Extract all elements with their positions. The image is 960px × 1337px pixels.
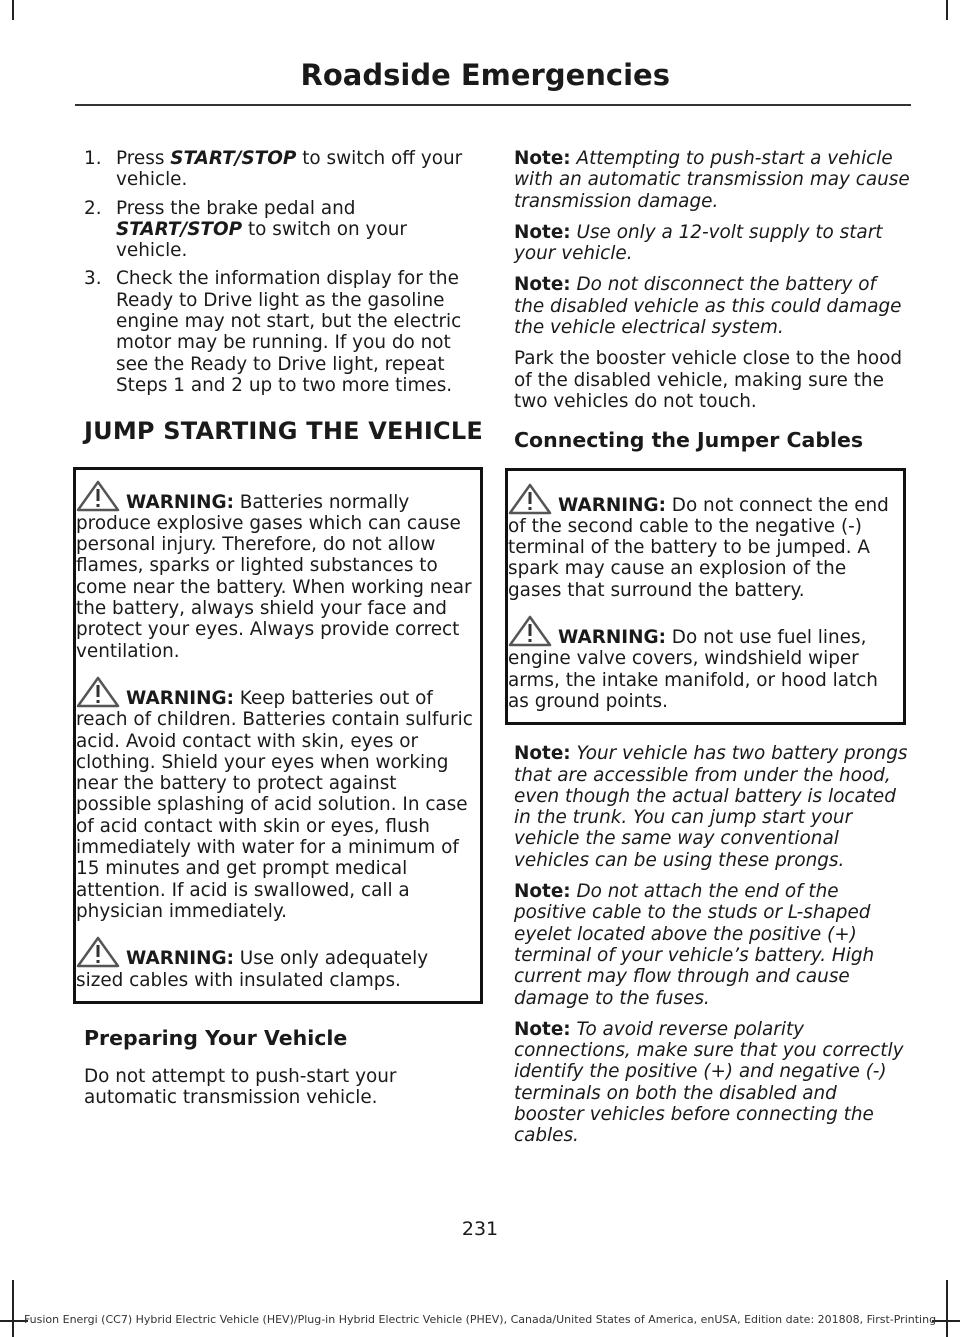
note-label: Note: <box>514 148 571 169</box>
button-name: START/STOP <box>116 218 243 240</box>
note-label: Note: <box>514 221 571 243</box>
note <box>514 1019 910 1147</box>
warning-text: Do not connect the end of the second cable to the negative (-) terminal of the battery to be jumped. A spark may cause an explosion of the gases that surround the battery. <box>508 494 889 601</box>
warning-text: Keep batteries out of reach of children. Batteries contain sulfuric acid. Avoid contact with skin, eyes or clothing. Shield your eyes when working near the battery to protect against possible splashing of acid solution. In case of acid contact with skin or eyes, flush immediately with water for a minimum of 15 minutes and get prompt medical attention. If acid is swallowed, call a physician immediately. <box>76 687 473 922</box>
note-text: Do not disconnect the battery of the disabled vehicle as this could damage the vehicle electrical system. <box>514 274 902 339</box>
note-text: Do not attach the end of the positive cable to the studs or L-shaped eyelet located above the positive (+) terminal of your vehicle’s battery. High current may flow through and cause damage to the fuses. <box>514 881 875 1009</box>
warning-icon <box>76 480 124 512</box>
sub-heading: Preparing Your Vehicle <box>84 1025 348 1050</box>
note <box>514 148 910 212</box>
page-number: 231 <box>461 1218 499 1240</box>
warning-box <box>73 467 483 1004</box>
note-text: Attempting to push-start a vehicle with an automatic transmission may cause transmission damage. <box>514 148 910 212</box>
crop-mark <box>12 1280 14 1337</box>
step-number: 2. <box>84 197 102 219</box>
warning-icon <box>508 615 556 647</box>
warning-label: WARNING: <box>558 627 666 649</box>
warning-icon <box>508 483 556 515</box>
step-text: Check the information display for the Ready to Drive light as the gasoline engine may not start, but the electric motor may be running. If you do not see the Ready to Drive light, repeat Steps 1 and 2 up to two more times. <box>116 268 462 396</box>
warning-item <box>508 615 897 712</box>
warning-item <box>508 483 897 601</box>
step-item <box>84 198 476 262</box>
warning-box <box>505 468 906 726</box>
warning-label: WARNING: <box>126 687 234 709</box>
page-header-title: Roadside Emergencies <box>300 58 670 92</box>
warning-icon <box>76 676 124 708</box>
header-divider <box>75 104 911 106</box>
step-number: 3. <box>84 268 102 290</box>
page-footer: Fusion Energi (CC7) Hybrid Electric Vehicle (HEV)/Plug-in Hybrid Electric Vehicle (PHEV), Canada/United States of America, enUSA, Edition date: 201808, First-Printing <box>23 1313 937 1326</box>
body-paragraph: Do not attempt to push-start your automatic transmission vehicle. <box>84 1066 397 1109</box>
note-label: Note: <box>514 743 571 765</box>
button-name: START/STOP <box>170 148 297 169</box>
step-number: 1. <box>84 148 102 169</box>
step-text: Press the brake pedal and <box>116 197 356 219</box>
warning-item <box>76 936 474 991</box>
section-heading: JUMP STARTING THE VEHICLE <box>84 417 483 446</box>
warning-icon <box>76 936 124 968</box>
note <box>514 881 910 1009</box>
note-label: Note: <box>514 881 571 903</box>
right-column <box>508 148 910 1157</box>
step-item <box>84 268 476 396</box>
warning-label: WARNING: <box>126 491 234 513</box>
left-column <box>76 148 483 1119</box>
warning-text: Batteries normally produce explosive gases which can cause personal injury. Therefore, do not allow flames, sparks or lighted substances to come near the battery. When working near the battery, always shield your face and protect your eyes. Always provide correct ventilation. <box>76 491 472 662</box>
procedure-steps <box>84 148 476 396</box>
warning-text: Do not use fuel lines, engine valve covers, windshield wiper arms, the intake manifold, or hood latch as ground points. <box>508 627 878 712</box>
warning-text: Use only adequately sized cables with insulated clamps. <box>76 948 429 991</box>
warning-item <box>76 676 474 922</box>
step-text: to switch off your vehicle. <box>116 148 463 191</box>
step-text: Press <box>116 148 171 169</box>
body-paragraph: Park the booster vehicle close to the hood of the disabled vehicle, making sure the two vehicles do not touch. <box>514 348 903 412</box>
warning-item <box>76 480 474 662</box>
note-text: To avoid reverse polarity connections, make sure that you correctly identify the positive (+) and negative (-) terminals on both the disabled and booster vehicles before connecting the cables. <box>514 1018 904 1147</box>
warning-label: WARNING: <box>558 494 666 516</box>
crop-mark <box>946 0 948 20</box>
note <box>514 743 910 871</box>
note <box>514 222 910 265</box>
step-item <box>84 148 476 191</box>
crop-mark <box>12 0 14 20</box>
warning-label: WARNING: <box>126 948 234 970</box>
sub-heading: Connecting the Jumper Cables <box>514 428 864 453</box>
crop-mark <box>946 1280 948 1337</box>
step-text: to switch on your vehicle. <box>116 218 407 262</box>
note-text: Your vehicle has two battery prongs that are accessible from under the hood, even though the actual battery is located in the trunk. You can jump start your vehicle the same way conventional vehicles can be using these prongs. <box>514 743 908 871</box>
note-label: Note: <box>514 274 571 296</box>
note-text: Use only a 12-volt supply to start your vehicle. <box>514 221 883 265</box>
note-label: Note: <box>514 1018 571 1040</box>
note <box>514 274 910 338</box>
